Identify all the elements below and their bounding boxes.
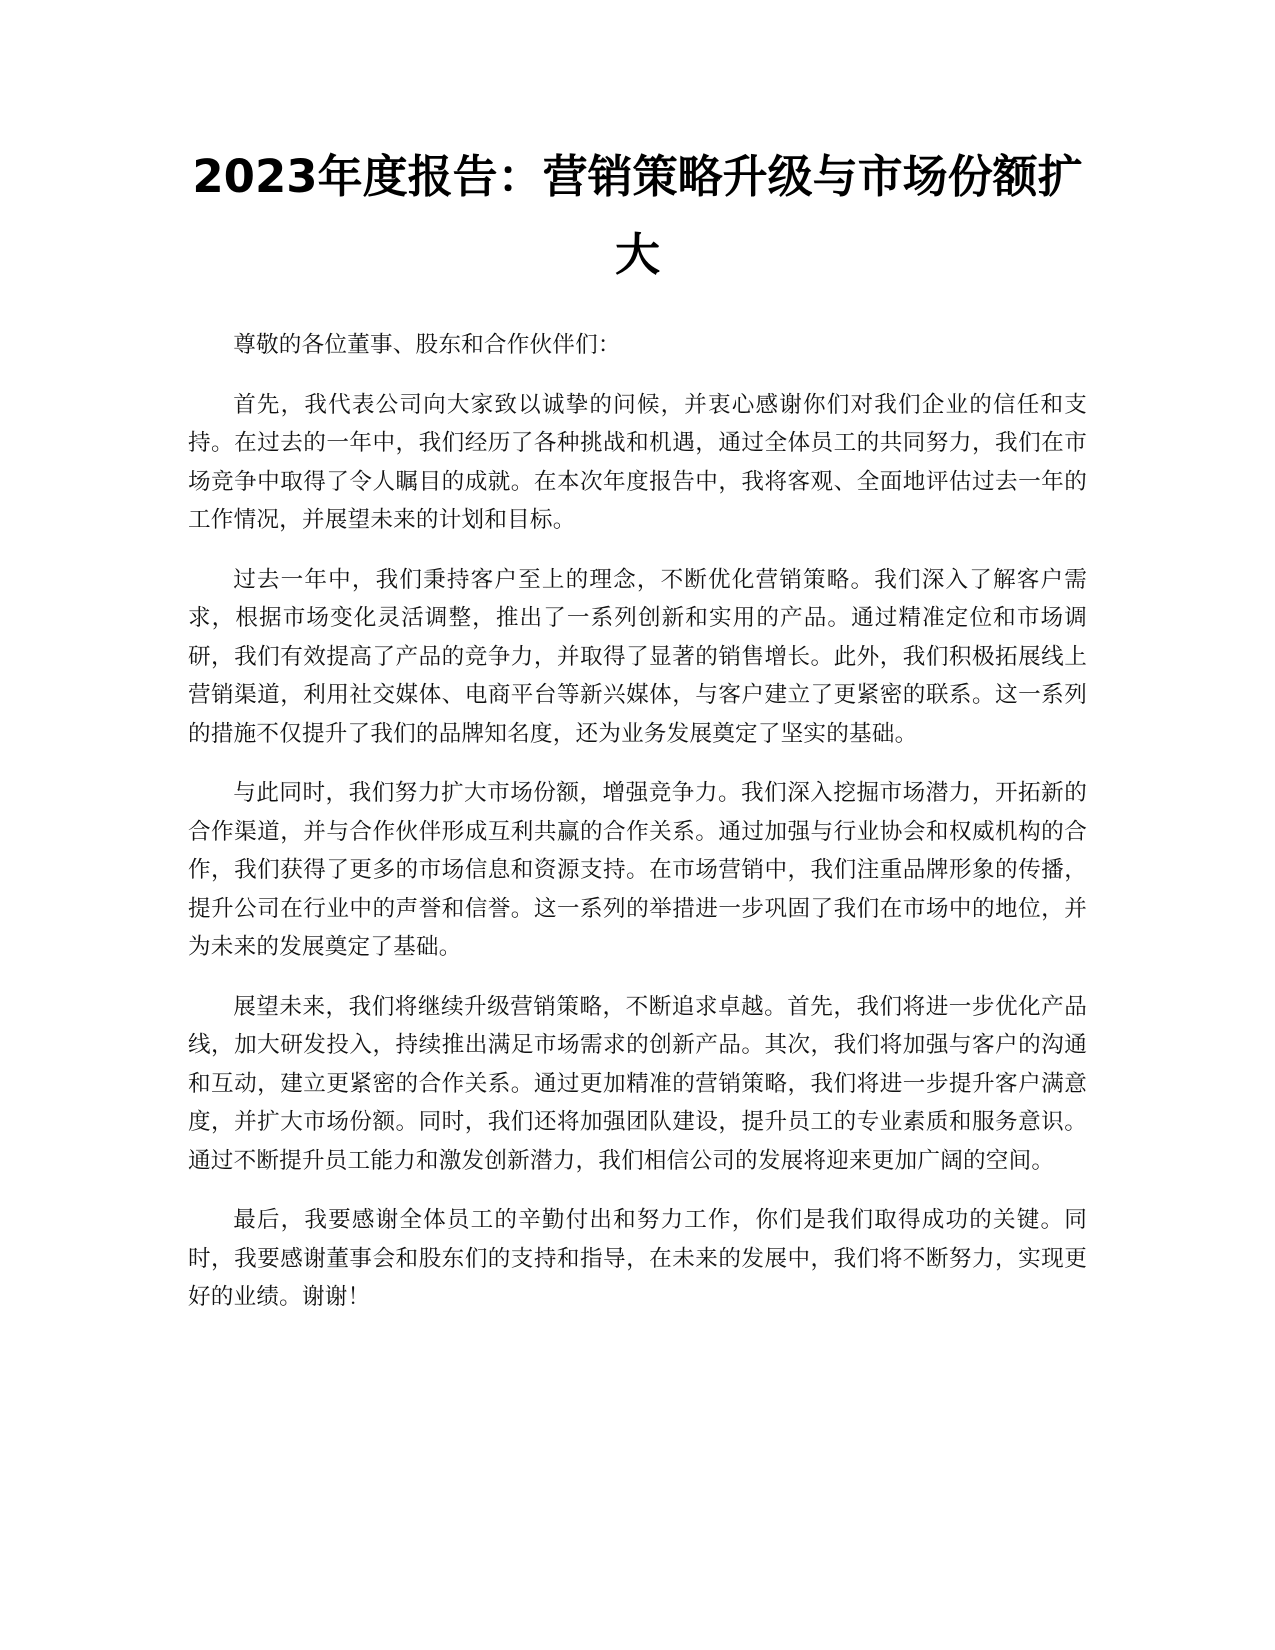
paragraph-market-share: 与此同时，我们努力扩大市场份额，增强竞争力。我们深入挖掘市场潜力，开拓新的合作渠道，并与合作伙伴形成互利共赢的合作关系。通过加强与行业协会和权威机构的合作，我们获得了更多的市场信息和资源支持。在市场营销中，我们注重品牌形象的传播，提升公司在行业中的声誉和信誉。这一系列的举措进一步巩固了我们在市场中的地位，并为未来的发展奠定了基础。	[188, 780, 1087, 960]
document-title: 2023年度报告：营销策略升级与市场份额扩大	[192, 150, 1083, 281]
paragraph-marketing-strategy: 过去一年中，我们秉持客户至上的理念，不断优化营销策略。我们深入了解客户需求，根据市场变化灵活调整，推出了一系列创新和实用的产品。通过精准定位和市场调研，我们有效提高了产品的竞争力，并取得了显著的销售增长。此外，我们积极拓展线上营销渠道，利用社交媒体、电商平台等新兴媒体，与客户建立了更紧密的联系。这一系列的措施不仅提升了我们的品牌知名度，还为业务发展奠定了坚实的基础。	[188, 566, 1087, 747]
paragraph-outlook: 展望未来，我们将继续升级营销策略，不断追求卓越。首先，我们将进一步优化产品线，加大研发投入，持续推出满足市场需求的创新产品。其次，我们将加强与客户的沟通和互动，建立更紧密的合作关系。通过更加精准的营销策略，我们将进一步提升客户满意度，并扩大市场份额。同时，我们还将加强团队建设，提升员工的专业素质和服务意识。通过不断提升员工能力和激发创新潜力，我们相信公司的发展将迎来更加广阔的空间。	[188, 993, 1087, 1174]
paragraph-introduction: 首先，我代表公司向大家致以诚挚的问候，并衷心感谢你们对我们企业的信任和支持。在过去的一年中，我们经历了各种挑战和机遇，通过全体员工的共同努力，我们在市场竞争中取得了令人瞩目的成就。在本次年度报告中，我将客观、全面地评估过去一年的工作情况，并展望未来的计划和目标。	[188, 391, 1087, 533]
document-body	[188, 326, 1087, 1317]
paragraph-salutation: 尊敬的各位董事、股东和合作伙伴们：	[233, 332, 621, 358]
paragraph-closing: 最后，我要感谢全体员工的辛勤付出和努力工作，你们是我们取得成功的关键。同时，我要感谢董事会和股东们的支持和指导，在未来的发展中，我们将不断努力，实现更好的业绩。谢谢！	[188, 1207, 1087, 1310]
